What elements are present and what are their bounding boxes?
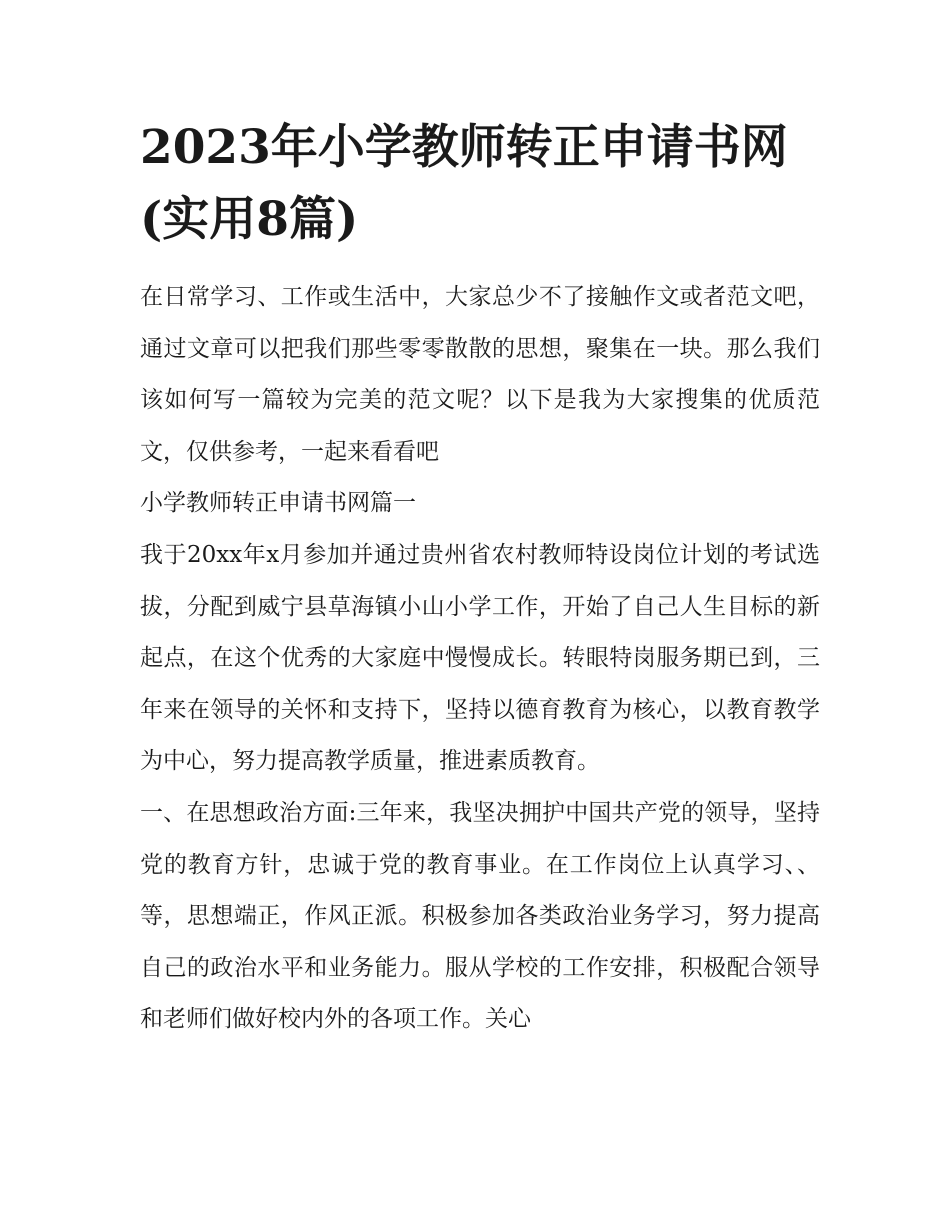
body-paragraph: 我于20xx年x月参加并通过贵州省农村教师特设岗位计划的考试选拔，分配到威宁县草海镇小山小学工作，开始了自己人生目标的新起点，在这个优秀的大家庭中慢慢成长。转眼特岗服务期已到，三年来在领导的关怀和支持下，坚持以德育教育为核心，以教育教学为中心，努力提高教学质量，推进素质教育。 <box>140 541 820 775</box>
document-title: 2023年小学教师转正申请书网(实用8篇) <box>140 120 788 247</box>
section-heading: 小学教师转正申请书网篇一 <box>140 490 416 517</box>
body-paragraph: 一、在思想政治方面:三年来，我坚决拥护中国共产党的领导，坚持党的教育方针，忠诚于党的教育事业。在工作岗位上认真学习、、等，思想端正，作风正派。积极参加各类政治业务学习，努力提高自己的政治水平和业务能力。服从学校的工作安排，积极配合领导和老师们做好校内外的各项工作。关心 <box>140 799 820 1033</box>
intro-paragraph: 在日常学习、工作或生活中，大家总少不了接触作文或者范文吧，通过文章可以把我们那些零零散散的思想，聚集在一块。那么我们该如何写一篇较为完美的范文呢？以下是我为大家搜集的优质范文，仅供参考，一起来看看吧 <box>140 284 820 465</box>
document-page <box>140 112 820 1046</box>
